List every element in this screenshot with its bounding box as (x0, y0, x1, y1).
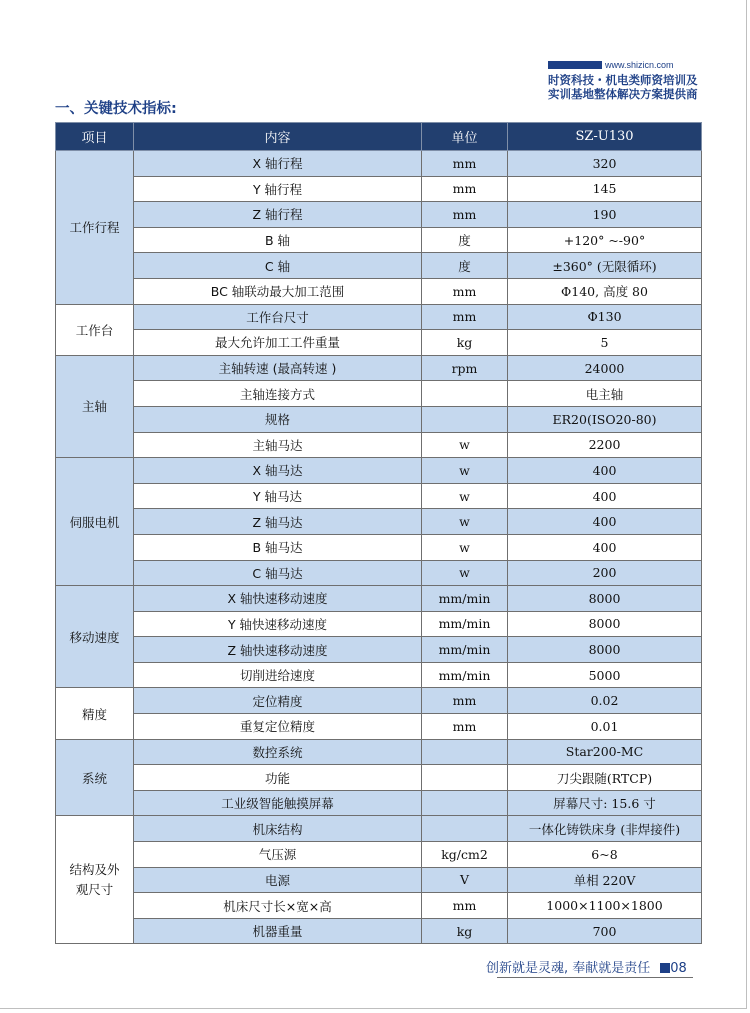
item-cell: 电源 (134, 867, 422, 893)
table-row (56, 637, 702, 663)
table-header-row (56, 123, 702, 151)
unit-cell: w (422, 432, 508, 458)
category-cell: 主轴 (56, 355, 134, 457)
value-cell: 2200 (508, 432, 702, 458)
table-row (56, 918, 702, 944)
column-header-unit: 单位 (422, 123, 508, 151)
table-row (56, 714, 702, 740)
item-cell: X 轴马达 (134, 458, 422, 484)
value-cell: 200 (508, 560, 702, 586)
table-row (56, 662, 702, 688)
item-cell: 机床结构 (134, 816, 422, 842)
value-cell: 145 (508, 176, 702, 202)
table-row (56, 483, 702, 509)
table-row (56, 227, 702, 253)
table-row (56, 816, 702, 842)
value-cell: 400 (508, 458, 702, 484)
table-row (56, 867, 702, 893)
unit-cell: mm/min (422, 611, 508, 637)
table-row (56, 330, 702, 356)
value-cell: 一体化铸铁床身 (非焊接件) (508, 816, 702, 842)
column-header-category: 项目 (56, 123, 134, 151)
unit-cell: mm/min (422, 586, 508, 612)
item-cell: 定位精度 (134, 688, 422, 714)
unit-cell: mm (422, 688, 508, 714)
item-cell: 重复定位精度 (134, 714, 422, 740)
value-cell: Φ140, 高度 80 (508, 278, 702, 304)
table-row (56, 253, 702, 279)
table-row (56, 790, 702, 816)
table-row (56, 893, 702, 919)
value-cell: 8000 (508, 611, 702, 637)
unit-cell: mm (422, 202, 508, 228)
table-row (56, 432, 702, 458)
item-cell: 主轴转速 (最高转速 ) (134, 355, 422, 381)
item-cell: C 轴 (134, 253, 422, 279)
item-cell: Y 轴行程 (134, 176, 422, 202)
value-cell: 400 (508, 483, 702, 509)
item-cell: 机器重量 (134, 918, 422, 944)
unit-cell (422, 765, 508, 791)
unit-cell: 度 (422, 253, 508, 279)
unit-cell (422, 739, 508, 765)
table-row (56, 304, 702, 330)
item-cell: Z 轴马达 (134, 509, 422, 535)
value-cell: 电主轴 (508, 381, 702, 407)
item-cell: 最大允许加工工件重量 (134, 330, 422, 356)
column-header-content: 内容 (134, 123, 422, 151)
item-cell: X 轴行程 (134, 151, 422, 177)
value-cell: 400 (508, 509, 702, 535)
unit-cell: 度 (422, 227, 508, 253)
item-cell: X 轴快速移动速度 (134, 586, 422, 612)
value-cell: 5 (508, 330, 702, 356)
value-cell: 单相 220V (508, 867, 702, 893)
spec-table-body (56, 151, 702, 944)
page-number: 08 (670, 961, 687, 976)
table-row (56, 560, 702, 586)
table-row (56, 688, 702, 714)
table-row (56, 202, 702, 228)
unit-cell: kg (422, 918, 508, 944)
value-cell: 400 (508, 534, 702, 560)
value-cell: 8000 (508, 586, 702, 612)
value-cell: +120° ~-90° (508, 227, 702, 253)
unit-cell: kg (422, 330, 508, 356)
table-row (56, 739, 702, 765)
unit-cell (422, 790, 508, 816)
header-tagline-2: 实训基地整体解决方案提供商 (548, 87, 698, 101)
table-row (56, 765, 702, 791)
category-cell: 系统 (56, 739, 134, 816)
table-row (56, 458, 702, 484)
value-cell: 6~8 (508, 842, 702, 868)
item-cell: 工业级智能触摸屏幕 (134, 790, 422, 816)
item-cell: C 轴马达 (134, 560, 422, 586)
table-row (56, 381, 702, 407)
footer-slogan: 创新就是灵魂, 奉献就是责任 (486, 961, 651, 976)
value-cell: ±360° (无限循环) (508, 253, 702, 279)
value-cell: 刀尖跟随(RTCP) (508, 765, 702, 791)
table-row (56, 534, 702, 560)
table-row (56, 176, 702, 202)
unit-cell (422, 406, 508, 432)
item-cell: 气压源 (134, 842, 422, 868)
unit-cell: mm (422, 714, 508, 740)
value-cell: 8000 (508, 637, 702, 663)
unit-cell: rpm (422, 355, 508, 381)
item-cell: B 轴 (134, 227, 422, 253)
item-cell: BC 轴联动最大加工范围 (134, 278, 422, 304)
value-cell: 屏幕尺寸: 15.6 寸 (508, 790, 702, 816)
unit-cell: w (422, 458, 508, 484)
item-cell: 规格 (134, 406, 422, 432)
unit-cell: kg/cm2 (422, 842, 508, 868)
item-cell: 切削进给速度 (134, 662, 422, 688)
header-accent-bar (548, 61, 602, 69)
item-cell: Y 轴马达 (134, 483, 422, 509)
item-cell: 工作台尺寸 (134, 304, 422, 330)
unit-cell: mm (422, 893, 508, 919)
value-cell: 5000 (508, 662, 702, 688)
value-cell: ER20(ISO20-80) (508, 406, 702, 432)
unit-cell (422, 381, 508, 407)
unit-cell: mm/min (422, 637, 508, 663)
table-row (56, 278, 702, 304)
unit-cell: mm (422, 278, 508, 304)
value-cell: 0.02 (508, 688, 702, 714)
category-cell: 伺服电机 (56, 458, 134, 586)
value-cell: Φ130 (508, 304, 702, 330)
category-cell: 工作行程 (56, 151, 134, 305)
category-cell: 精度 (56, 688, 134, 739)
unit-cell: mm (422, 176, 508, 202)
column-header-model: SZ-U130 (508, 123, 702, 151)
footer-divider (497, 977, 693, 978)
unit-cell: mm (422, 151, 508, 177)
category-cell: 结构及外观尺寸 (56, 816, 134, 944)
table-row (56, 842, 702, 868)
item-cell: Z 轴行程 (134, 202, 422, 228)
value-cell: 24000 (508, 355, 702, 381)
table-row (56, 509, 702, 535)
header-url: www.shizicn.com (605, 59, 674, 70)
value-cell: Star200-MC (508, 739, 702, 765)
unit-cell: mm/min (422, 662, 508, 688)
item-cell: Z 轴快速移动速度 (134, 637, 422, 663)
item-cell: 主轴马达 (134, 432, 422, 458)
section-title: 一、关键技术指标: (55, 101, 177, 117)
category-cell: 工作台 (56, 304, 134, 355)
table-row (56, 151, 702, 177)
footer (486, 957, 687, 976)
header-tagline-1: 时资科技・机电类师资培训及 (548, 73, 698, 87)
unit-cell: mm (422, 304, 508, 330)
table-row (56, 406, 702, 432)
table-row (56, 586, 702, 612)
item-cell: B 轴马达 (134, 534, 422, 560)
table-row (56, 611, 702, 637)
unit-cell: w (422, 534, 508, 560)
value-cell: 1000×1100×1800 (508, 893, 702, 919)
item-cell: 数控系统 (134, 739, 422, 765)
item-cell: 功能 (134, 765, 422, 791)
spec-table (55, 122, 702, 944)
category-cell: 移动速度 (56, 586, 134, 688)
value-cell: 320 (508, 151, 702, 177)
value-cell: 700 (508, 918, 702, 944)
item-cell: Y 轴快速移动速度 (134, 611, 422, 637)
unit-cell: V (422, 867, 508, 893)
unit-cell: w (422, 509, 508, 535)
unit-cell: w (422, 483, 508, 509)
value-cell: 190 (508, 202, 702, 228)
item-cell: 主轴连接方式 (134, 381, 422, 407)
unit-cell (422, 816, 508, 842)
item-cell: 机床尺寸长×宽×高 (134, 893, 422, 919)
table-row (56, 355, 702, 381)
page-number-square-icon (660, 963, 670, 973)
unit-cell: w (422, 560, 508, 586)
header-brand-block (548, 54, 698, 101)
value-cell: 0.01 (508, 714, 702, 740)
